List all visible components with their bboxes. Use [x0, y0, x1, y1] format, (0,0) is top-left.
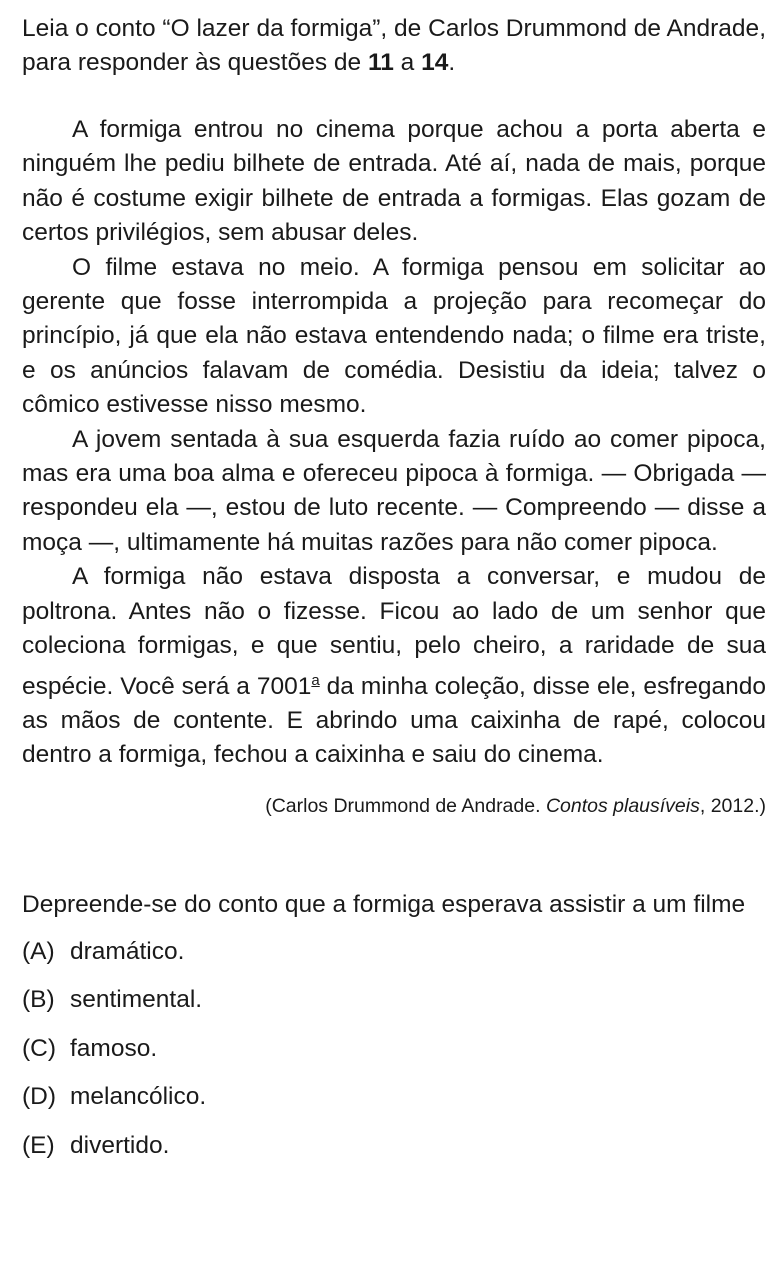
instructions-connector: a	[393, 49, 422, 76]
answer-options	[22, 935, 766, 1178]
citation-book-title: Contos plausíveis	[545, 794, 700, 817]
source-citation	[22, 793, 766, 819]
story-paragraph-part: A formiga não estava disposta a conversar, e mudou de poltrona. Antes não o fizesse. Ficou ao lado de um senhor que coleciona formigas, e que sentiu, pelo cheiro, a raridade de sua espécie. Você será a 7001	[22, 563, 766, 700]
option-text: famoso.	[70, 1034, 158, 1062]
story-paragraph: A formiga entrou no cinema porque achou a porta aberta e ninguém lhe pediu bilhete de entrada. Até aí, nada de mais, porque não é costume exigir bilhete de entrada a formigas. Elas gozam de certos privilégios, sem abusar deles.	[22, 116, 766, 247]
story-paragraph-last	[22, 560, 766, 772]
story-paragraph: A jovem sentada à sua esquerda fazia ruído ao comer pipoca, mas era uma boa alma e ofereceu pipoca à formiga. — Obrigada — respondeu ela —, estou de luto recente. — Compreendo — disse a moça —, ultimamente há muitas razões para não comer pipoca.	[22, 425, 766, 556]
option-text: divertido.	[70, 1131, 170, 1159]
option-letter: (B)	[22, 986, 55, 1014]
ordinal-indicator: a	[311, 671, 320, 689]
instructions	[22, 12, 766, 80]
story-paragraph: O filme estava no meio. A formiga pensou em solicitar ao gerente que fosse interrompida a projeção para recomeçar do princípio, já que ela não estava entendendo nada; o filme era triste, e os anúncios falavam de comédia. Desistiu da ideia; talvez o cômico estivesse nisso mesmo.	[22, 253, 766, 419]
answer-option-d[interactable]	[22, 1080, 766, 1129]
option-letter: (E)	[22, 1131, 55, 1159]
question-range-end: 14	[421, 49, 449, 76]
question-range-start: 11	[367, 49, 394, 76]
answer-option-b[interactable]	[22, 983, 766, 1032]
citation-suffix: , 2012.)	[699, 794, 766, 817]
option-letter: (A)	[22, 937, 55, 965]
instructions-end: .	[448, 49, 456, 76]
answer-option-e[interactable]	[22, 1129, 766, 1178]
question-stem: Depreende-se do conto que a formiga esperava assistir a um filme	[22, 890, 746, 918]
story-text	[22, 113, 766, 773]
option-text: dramático.	[70, 937, 185, 965]
answer-option-a[interactable]	[22, 935, 766, 984]
option-text: melancólico.	[70, 1083, 207, 1111]
option-text: sentimental.	[70, 986, 203, 1014]
instructions-text: Leia o conto “O lazer da formiga”, de Carlos Drummond de Andrade, para responder às questões de	[22, 15, 766, 76]
option-letter: (C)	[22, 1034, 57, 1062]
exam-page	[22, 12, 766, 1177]
citation-prefix: (Carlos Drummond de Andrade.	[265, 794, 546, 817]
option-letter: (D)	[22, 1083, 57, 1111]
story-paragraph-part: da minha coleção, disse ele, esfregando as mãos de contente. E abrindo uma caixinha de rapé, colocou dentro a formiga, fechou a caixinha e saiu do cinema.	[22, 672, 766, 769]
answer-option-c[interactable]	[22, 1032, 766, 1081]
